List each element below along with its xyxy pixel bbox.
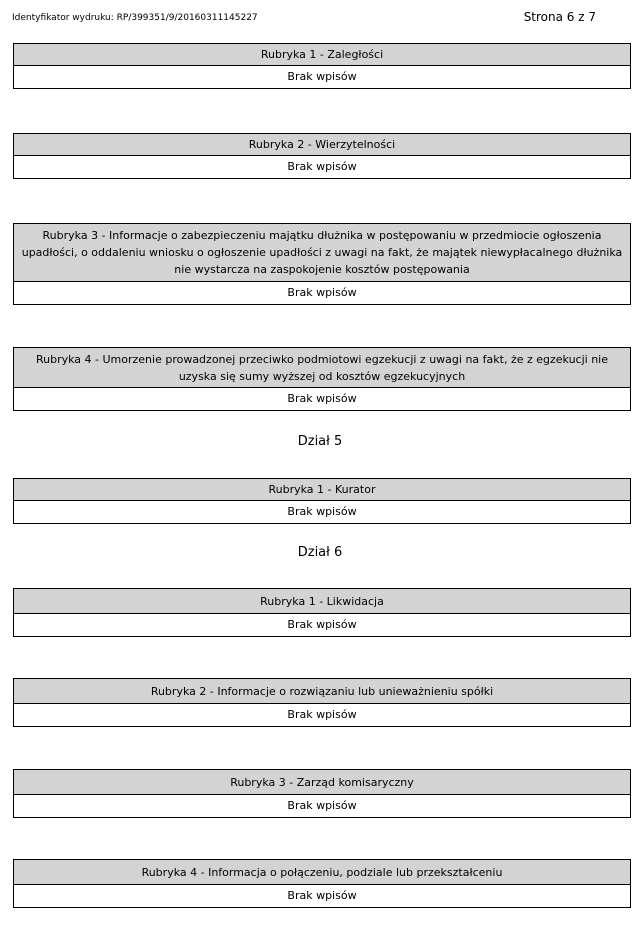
section-entry: Brak wpisów <box>287 392 357 405</box>
section-box-zabezpieczenie <box>13 223 631 305</box>
section-box-kurator <box>13 478 631 524</box>
section-entry: Brak wpisów <box>287 505 357 518</box>
section-title: Rubryka 2 - Wierzytelności <box>14 134 630 156</box>
section-heading-dzial-5: Dział 5 <box>297 434 343 449</box>
section-box-likwidacja <box>13 588 631 637</box>
section-title: Rubryka 1 - Kurator <box>14 479 630 501</box>
section-box-polaczenie <box>13 859 631 908</box>
section-entry: Brak wpisów <box>287 889 357 902</box>
section-entry: Brak wpisów <box>287 286 357 299</box>
section-title: Rubryka 4 - Umorzenie prowadzonej przeciwko podmiotowi egzekucji z uwagi na fakt, że z egzekucji nie uzyska się sumy wyższej od kosztów egzekucyjnych <box>14 348 630 388</box>
section-title: Rubryka 1 - Likwidacja <box>14 589 630 614</box>
section-entry: Brak wpisów <box>287 70 357 83</box>
section-box-rozwiazanie <box>13 678 631 727</box>
section-box-umorzenie <box>13 347 631 411</box>
section-entry: Brak wpisów <box>287 799 357 812</box>
page-number: Strona 6 z 7 <box>523 10 596 24</box>
section-box-wierzytelnosci <box>13 133 631 179</box>
section-entry: Brak wpisów <box>287 708 357 721</box>
section-title: Rubryka 2 - Informacje o rozwiązaniu lub unieważnieniu spółki <box>14 679 630 704</box>
section-title: Rubryka 3 - Zarząd komisaryczny <box>14 770 630 795</box>
section-entry: Brak wpisów <box>287 618 357 631</box>
section-entry: Brak wpisów <box>287 160 357 173</box>
section-title: Rubryka 4 - Informacja o połączeniu, podziale lub przekształceniu <box>14 860 630 885</box>
section-heading-dzial-6: Dział 6 <box>297 545 343 560</box>
print-identifier: Identyfikator wydruku: RP/399351/9/20160311145227 <box>12 13 258 23</box>
section-box-zaleglosci <box>13 43 631 89</box>
section-title: Rubryka 1 - Zaległości <box>14 44 630 66</box>
section-title: Rubryka 3 - Informacje o zabezpieczeniu majątku dłużnika w postępowaniu w przedmiocie ogłoszenia upadłości, o oddaleniu wniosku o ogłoszenie upadłości z uwagi na fakt, że majątek niewypłacalnego dłużnika nie wystarcza na zaspokojenie kosztów postępowania <box>14 224 630 282</box>
section-box-zarzad <box>13 769 631 818</box>
